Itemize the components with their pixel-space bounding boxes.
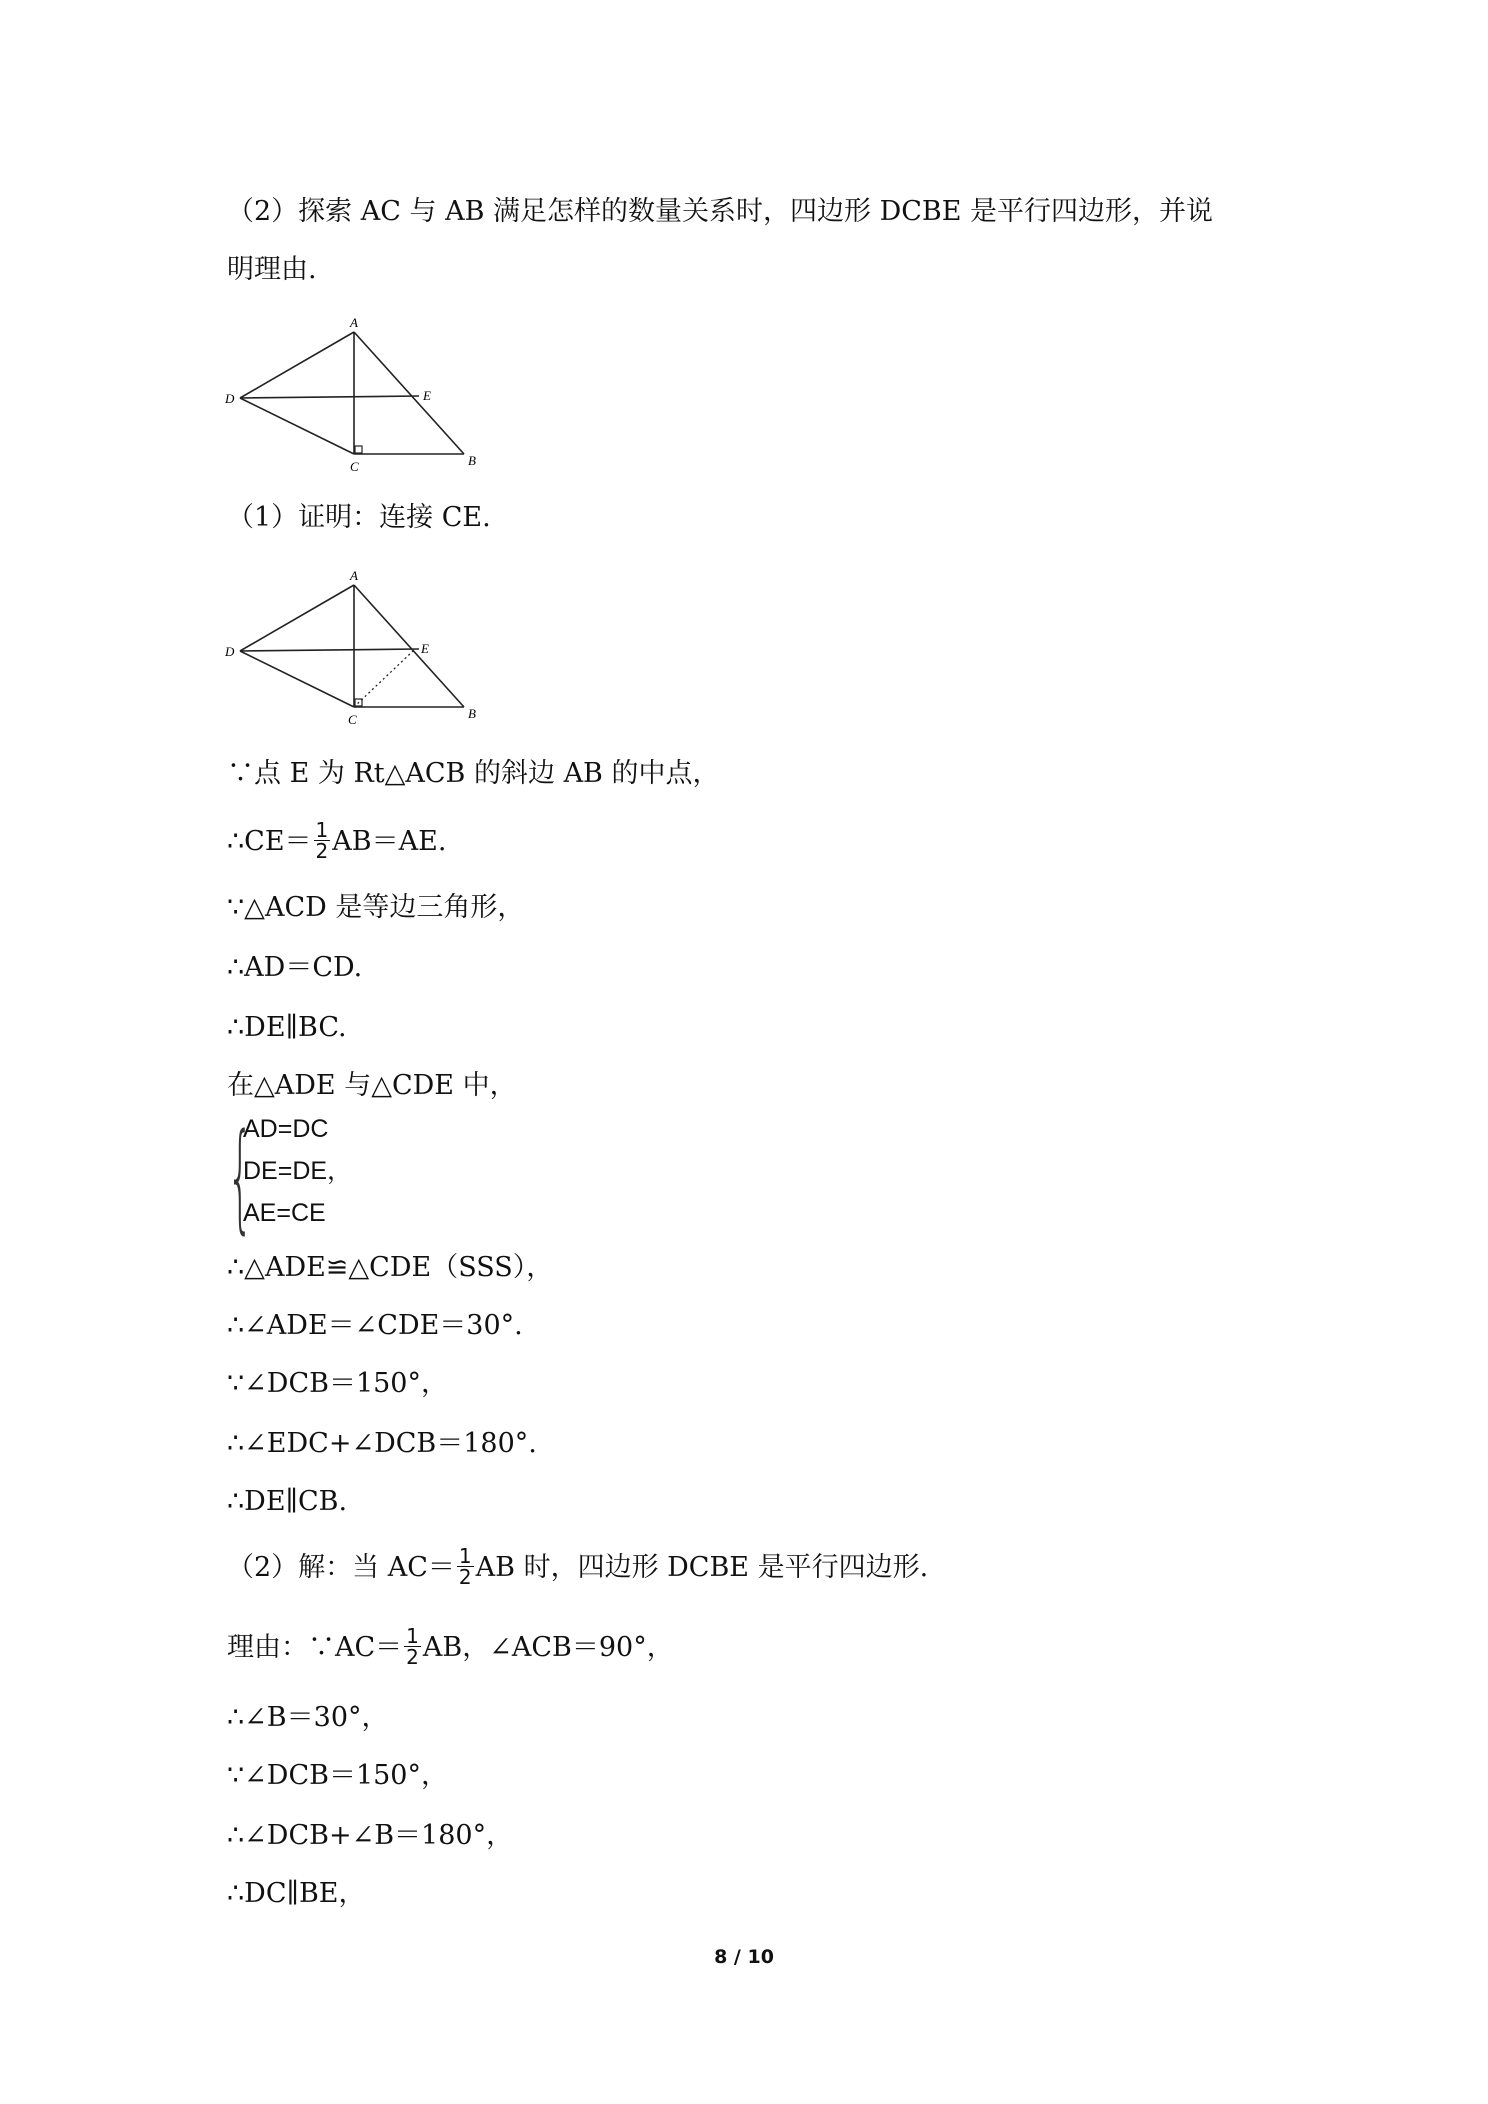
proof-line-7: ∴△ADE≌△CDE（SSS）， xyxy=(227,1252,554,1283)
system-eq-2: DE=DE， xyxy=(243,1157,353,1185)
segment-AB xyxy=(354,332,464,454)
segment-DC xyxy=(240,651,354,707)
part-2-post: AB 时，四边形 DCBE 是平行四边形. xyxy=(475,1552,929,1583)
proof-line-8: ∴∠ADE＝∠CDE＝30°. xyxy=(227,1310,523,1341)
reason-line-1-post: AB，∠ACB＝90°， xyxy=(422,1632,674,1663)
reason-line-2: ∴∠B＝30°， xyxy=(227,1702,389,1733)
reason-line-3: ∵∠DCB＝150°， xyxy=(227,1760,448,1791)
proof-line-6: 在△ADE 与△CDE 中， xyxy=(227,1070,517,1101)
fraction-denominator: 2 xyxy=(406,1645,419,1669)
part-1-intro: （1）证明：连接 CE. xyxy=(227,502,491,533)
part-2-intro xyxy=(227,1544,929,1589)
equation-system xyxy=(227,1107,357,1245)
geometry-figure-1 xyxy=(222,310,482,475)
segment-DE xyxy=(240,396,419,398)
fraction-half xyxy=(314,820,331,861)
label-D: D xyxy=(225,391,235,406)
page-number: 8 / 10 xyxy=(714,1946,774,1968)
reason-line-1 xyxy=(227,1624,674,1669)
fraction-half xyxy=(457,1546,474,1587)
right-angle-mark xyxy=(355,446,362,453)
fraction-denominator: 2 xyxy=(315,839,329,863)
proof-line-3: ∵△ACD 是等边三角形， xyxy=(227,892,525,923)
proof-line-5: ∴DE∥BC. xyxy=(227,1012,347,1043)
reason-line-1-pre: 理由：∵AC＝ xyxy=(227,1632,403,1663)
segment-DA xyxy=(240,585,354,651)
fraction-numerator: 1 xyxy=(458,1544,472,1568)
label-E: E xyxy=(421,641,429,656)
segment-DC xyxy=(240,398,354,454)
fraction-denominator: 2 xyxy=(458,1565,472,1589)
question-2-line-1: （2）探索 AC 与 AB 满足怎样的数量关系时，四边形 DCBE 是平行四边形，并说 xyxy=(227,196,1214,227)
segment-CE-dotted xyxy=(354,650,414,707)
label-E: E xyxy=(423,388,431,403)
question-2-line-2: 明理由. xyxy=(227,254,317,285)
label-C: C xyxy=(348,712,357,727)
left-brace: { xyxy=(227,1107,254,1245)
part-2-pre: （2）解：当 AC＝ xyxy=(227,1552,455,1583)
label-A: A xyxy=(350,568,358,583)
fraction-numerator: 1 xyxy=(406,1624,419,1648)
proof-line-2 xyxy=(227,818,447,863)
proof-line-1: ∵点 E 为 Rt△ACB 的斜边 AB 的中点， xyxy=(227,758,720,789)
fraction-half xyxy=(404,1626,421,1667)
proof-line-2-post: AB＝AE. xyxy=(332,826,447,857)
fraction-numerator: 1 xyxy=(315,818,329,842)
segment-DA xyxy=(240,332,354,398)
reason-line-5: ∴DC∥BE， xyxy=(227,1878,366,1909)
system-eq-1: AD=DC xyxy=(243,1115,329,1143)
label-B: B xyxy=(468,706,476,721)
label-D: D xyxy=(225,644,235,659)
proof-line-9: ∵∠DCB＝150°， xyxy=(227,1368,448,1399)
geometry-figure-2 xyxy=(222,563,482,728)
segment-AB xyxy=(354,585,464,707)
label-A: A xyxy=(350,315,358,330)
proof-line-2-pre: ∴CE＝ xyxy=(227,826,312,857)
reason-line-4: ∴∠DCB+∠B＝180°， xyxy=(227,1820,514,1851)
proof-line-10: ∴∠EDC+∠DCB＝180°. xyxy=(227,1428,537,1459)
label-C: C xyxy=(350,459,359,474)
proof-line-4: ∴AD＝CD. xyxy=(227,952,363,983)
segment-DE xyxy=(240,649,419,651)
proof-line-11: ∴DE∥CB. xyxy=(227,1486,348,1517)
system-eq-3: AE=CE xyxy=(243,1199,326,1227)
label-B: B xyxy=(468,453,476,468)
